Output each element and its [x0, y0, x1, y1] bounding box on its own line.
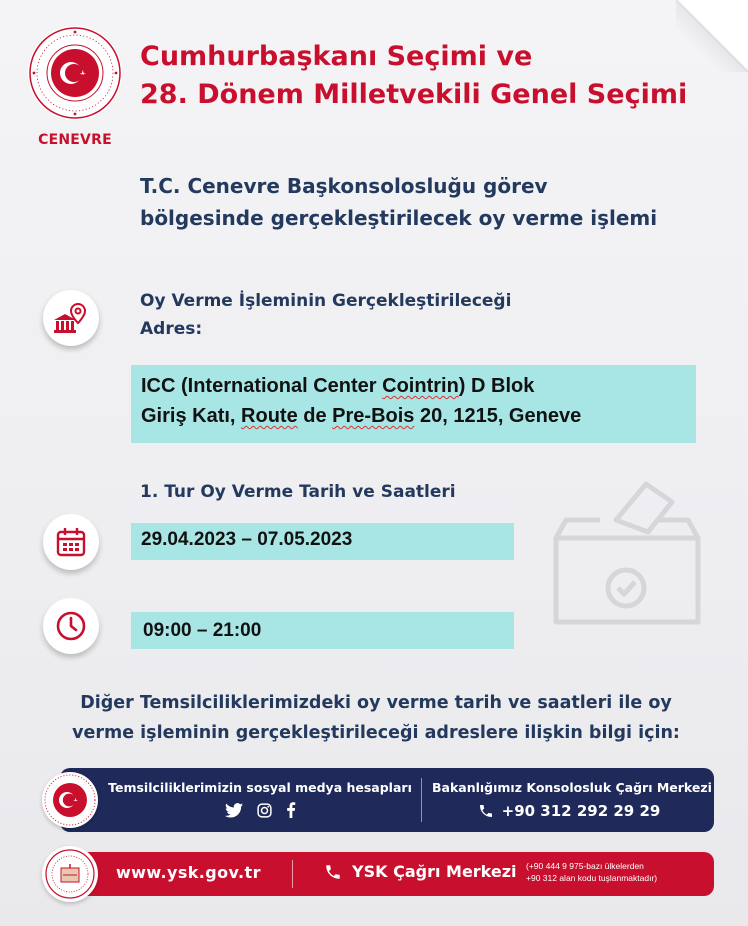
title-line-1: Cumhurbaşkanı Seçimi ve	[140, 41, 533, 72]
time-range-box: 09:00 – 21:00	[131, 612, 514, 649]
address-box	[131, 365, 696, 443]
address-line-1: ICC (International Center Cointrin) D Blok	[141, 375, 535, 397]
bank-location-icon	[51, 300, 91, 336]
crescent-star-seal-icon	[28, 26, 122, 120]
call-center-section	[432, 778, 712, 820]
call-center-number: +90 312 292 29 29	[501, 802, 661, 820]
date-icon-bubble	[43, 514, 99, 570]
instagram-icon[interactable]	[257, 803, 272, 818]
ysk-bar	[60, 852, 714, 896]
social-icons	[100, 802, 420, 818]
date-range-box: 29.04.2023 – 07.05.2023	[131, 523, 514, 560]
info-text	[20, 688, 732, 748]
phone-icon	[478, 803, 494, 819]
ysk-bar-divider	[292, 860, 293, 888]
crescent-star-icon	[42, 772, 98, 828]
ballot-box-icon	[548, 480, 708, 630]
subtitle-line-2: bölgesinde gerçekleştirilecek oy verme işlemi	[140, 206, 658, 230]
ysk-call-center-label: YSK Çağrı Merkezi	[352, 862, 517, 881]
address-label	[140, 287, 511, 343]
ysk-call-note-line-2: +90 312 alan kodu tuşlanmaktadır)	[526, 873, 658, 883]
ysk-call-note-line-1: (+90 444 9 975-bazı ülkelerden	[526, 861, 644, 871]
ysk-seal-icon	[42, 846, 98, 902]
address-line-2: Giriş Katı, Route de Pre-Bois 20, 1215, Geneve	[141, 405, 582, 427]
ysk-call-center[interactable]	[324, 862, 517, 881]
title-line-2: 28. Dönem Milletvekili Genel Seçimi	[140, 79, 688, 110]
call-center-phone[interactable]	[432, 802, 706, 820]
address-label-line-1: Oy Verme İşleminin Gerçekleştirileceği	[140, 291, 512, 311]
subtitle-line-1: T.C. Cenevre Başkonsolosluğu görev	[140, 174, 548, 198]
consulate-emblem	[28, 26, 122, 120]
round-label: 1. Tur Oy Verme Tarih ve Saatleri	[140, 482, 456, 502]
subtitle	[140, 170, 720, 234]
address-icon-bubble	[43, 290, 99, 346]
address-label-line-2: Adres:	[140, 319, 203, 339]
social-media-section	[100, 778, 420, 818]
ysk-website-link[interactable]: www.ysk.gov.tr	[116, 863, 261, 882]
info-line-1: Diğer Temsilciliklerimizdeki oy verme tarih ve saatleri ile oy	[80, 693, 672, 713]
call-center-title: Bakanlığımız Konsolosluk Çağrı Merkezi	[432, 780, 712, 795]
info-line-2: verme işleminin gerçekleştirileceği adreslere ilişkin bilgi için:	[72, 723, 680, 743]
ysk-badge	[42, 846, 98, 902]
phone-icon	[324, 863, 342, 881]
facebook-icon[interactable]	[286, 802, 296, 818]
social-media-title: Temsilciliklerimizin sosyal medya hesapları	[108, 780, 412, 795]
clock-icon	[54, 609, 88, 643]
emblem-city-label: CENEVRE	[38, 132, 112, 148]
page-title	[140, 38, 720, 114]
contact-bar-divider	[421, 778, 422, 822]
calendar-icon	[54, 525, 88, 559]
contact-bar	[60, 768, 714, 832]
twitter-icon[interactable]	[225, 803, 243, 818]
ysk-call-note	[526, 860, 657, 884]
ministry-badge	[42, 772, 98, 828]
time-icon-bubble	[43, 598, 99, 654]
